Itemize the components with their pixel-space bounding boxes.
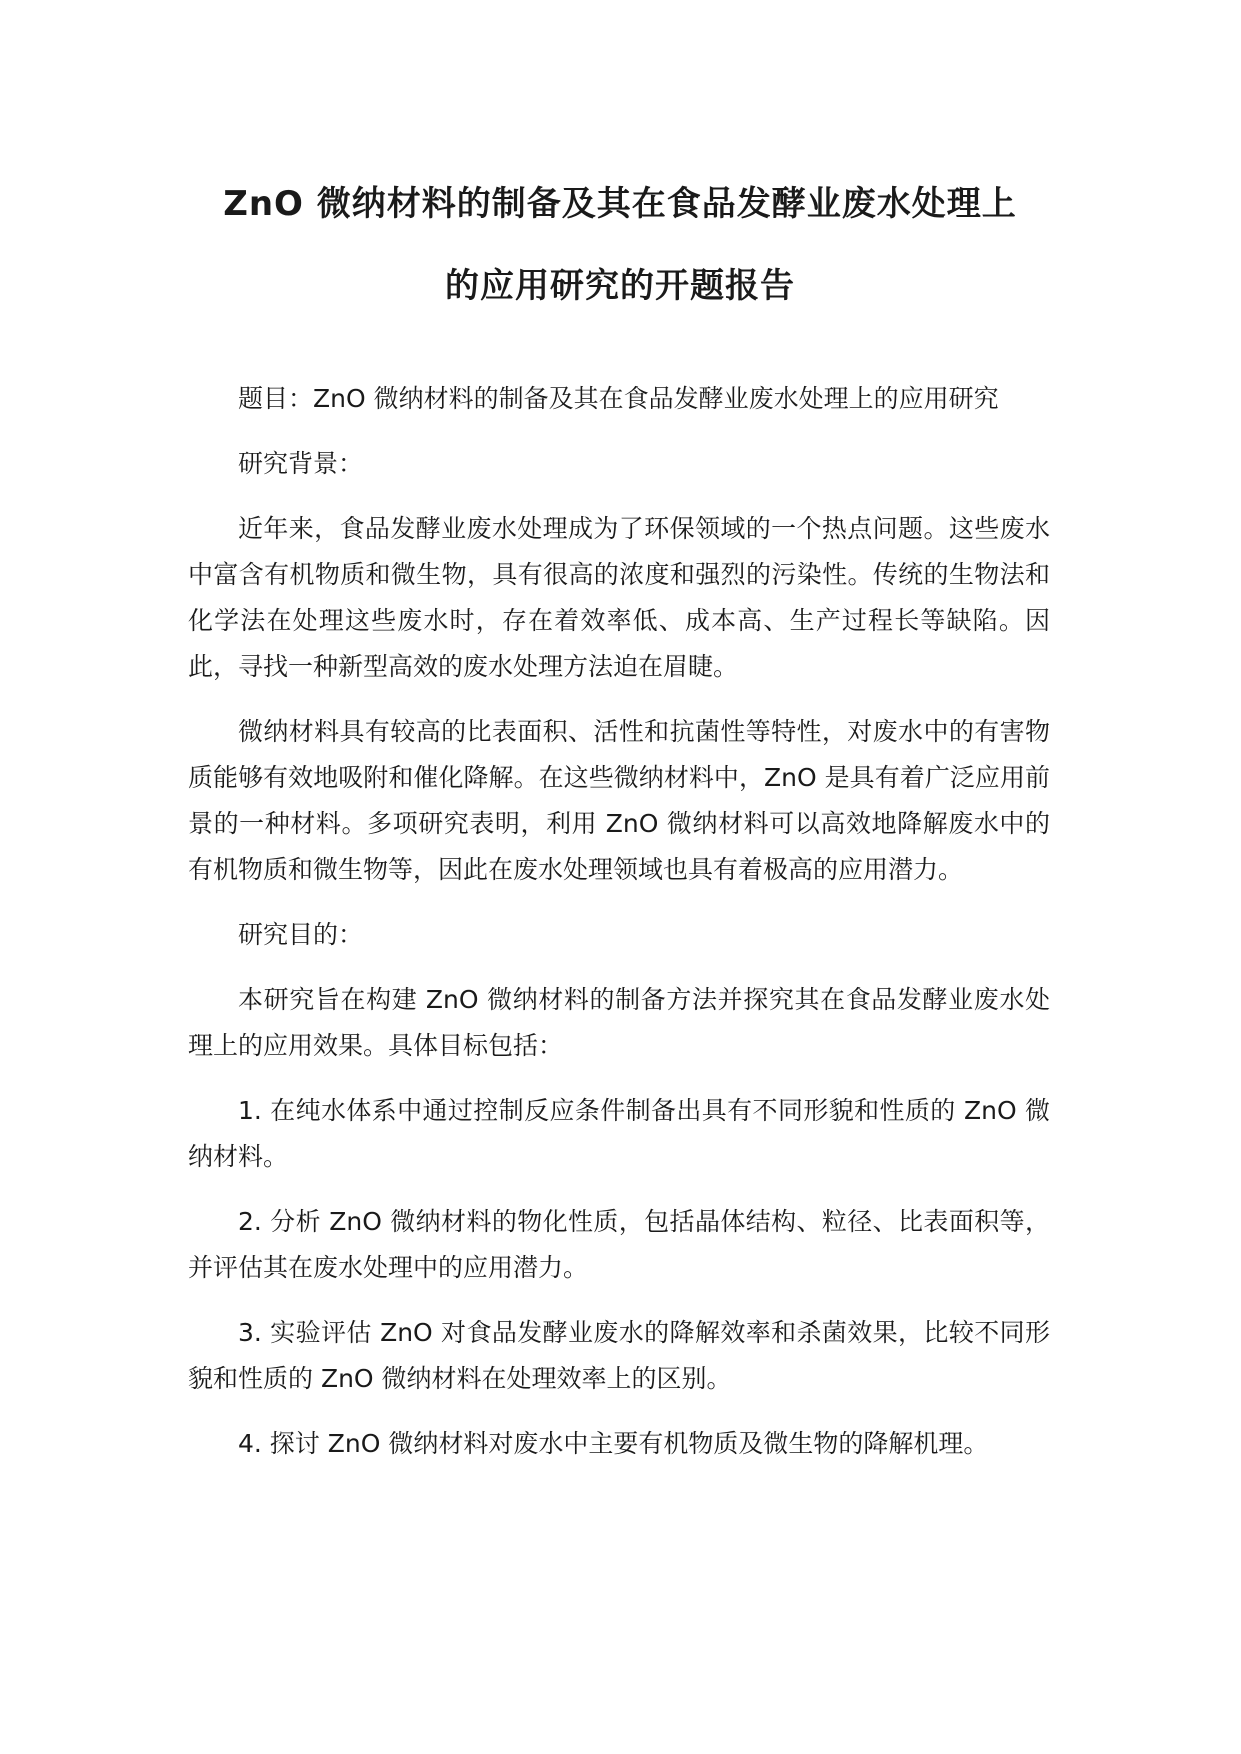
section-heading-purpose: 研究目的： [238,920,364,949]
purpose-intro-paragraph: 本研究旨在构建 ZnO 微纳材料的制备方法并探究其在食品发酵业废水处理上的应用效果。具体目标包括： [188,985,1050,1060]
background-paragraph-1: 近年来，食品发酵业废水处理成为了环保领域的一个热点问题。这些废水中富含有机物质和微生物，具有很高的浓度和强烈的污染性。传统的生物法和化学法在处理这些废水时，存在着效率低、成本高、生产过程长等缺陷。因此，寻找一种新型高效的废水处理方法迫在眉睫。 [188,514,1050,681]
objective-item-3: 3. 实验评估 ZnO 对食品发酵业废水的降解效率和杀菌效果，比较不同形貌和性质的 ZnO 微纳材料在处理效率上的区别。 [188,1318,1050,1393]
section-heading-background: 研究背景： [238,449,364,478]
document-title-line-1: ZnO 微纳材料的制备及其在食品发酵业废水处理上 [223,184,1017,224]
objective-item-2: 2. 分析 ZnO 微纳材料的物化性质，包括晶体结构、粒径、比表面积等，并评估其在废水处理中的应用潜力。 [188,1207,1050,1282]
objective-item-4: 4. 探讨 ZnO 微纳材料对废水中主要有机物质及微生物的降解机理。 [238,1429,989,1458]
document-body [188,376,1050,1486]
objective-item-1: 1. 在纯水体系中通过控制反应条件制备出具有不同形貌和性质的 ZnO 微纳材料。 [188,1096,1050,1171]
background-paragraph-2: 微纳材料具有较高的比表面积、活性和抗菌性等特性，对废水中的有害物质能够有效地吸附和催化降解。在这些微纳材料中，ZnO 是具有着广泛应用前景的一种材料。多项研究表明，利用 ZnO 微纳材料可以高效地降解废水中的有机物质和微生物等，因此在废水处理领域也具有着极高的应用潜力。 [188,717,1050,884]
document-title-line-2: 的应用研究的开题报告 [445,266,795,306]
topic-paragraph: 题目：ZnO 微纳材料的制备及其在食品发酵业废水处理上的应用研究 [238,384,999,413]
